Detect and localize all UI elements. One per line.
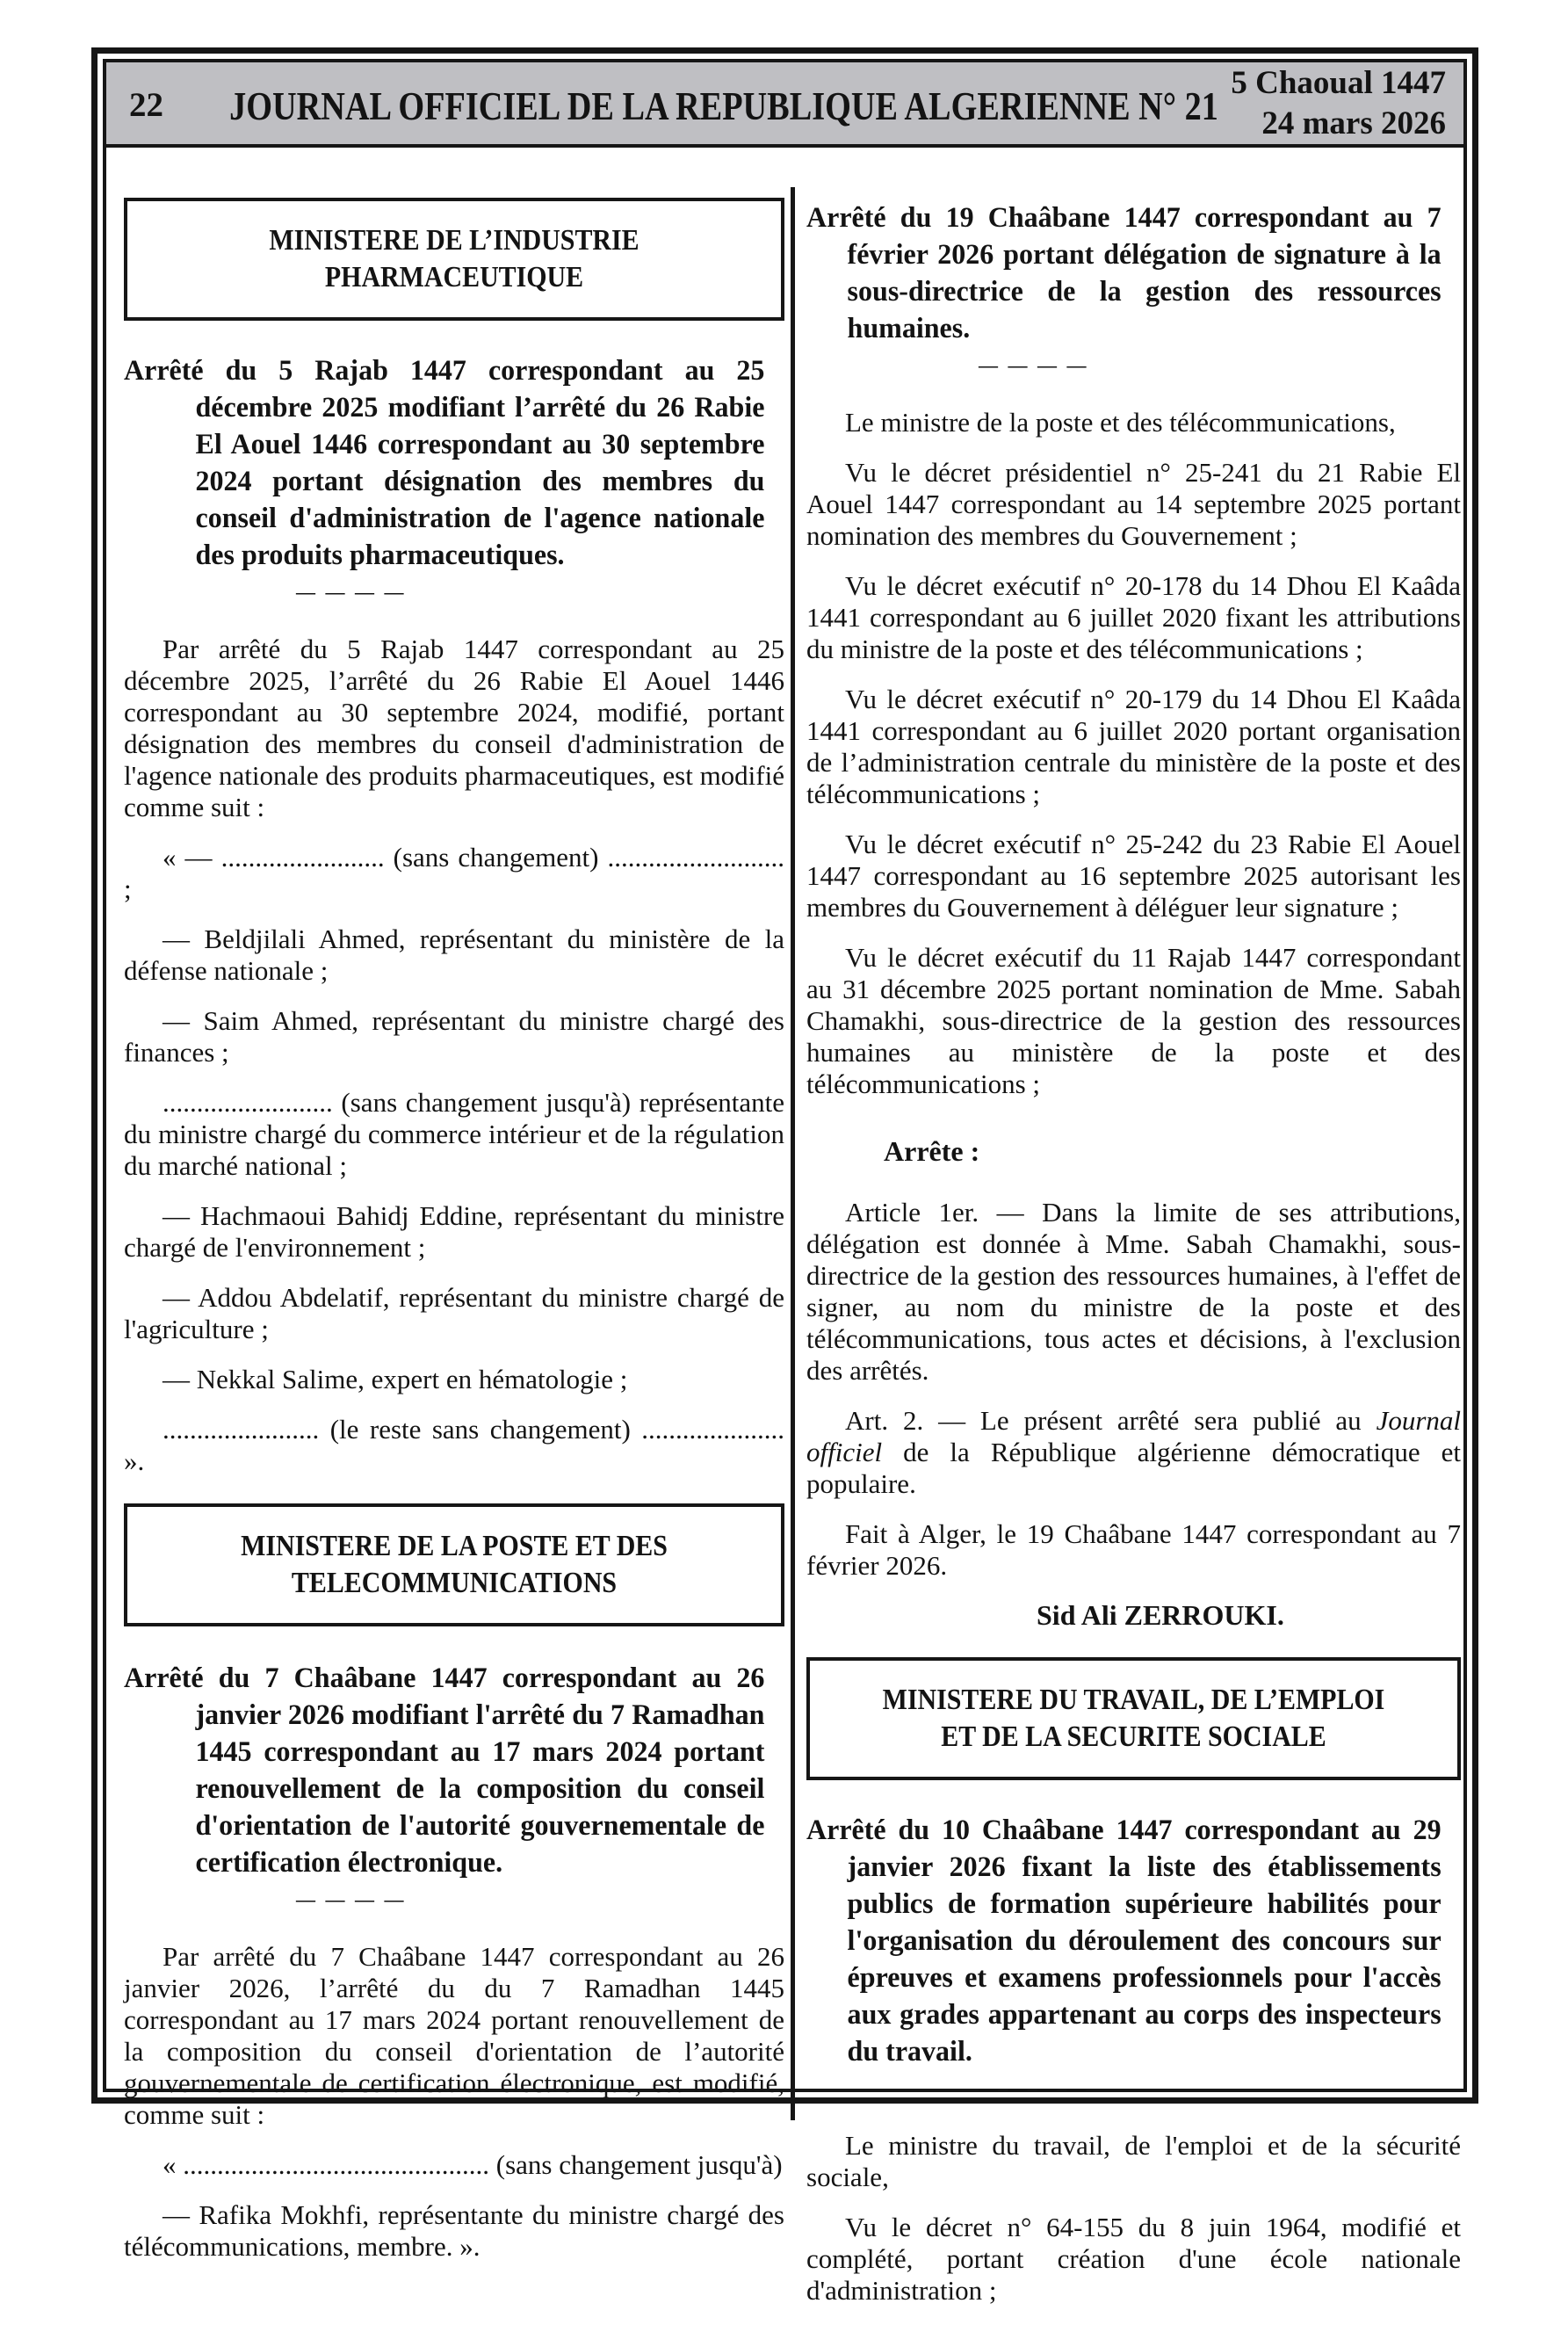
paragraph-ministre-travail: Le ministre du travail, de l'emploi et de la sécurité sociale, [806,2130,1461,2192]
journal-officiel-italic: Journal officiel [806,1405,1461,1467]
page-header [106,62,1463,148]
dash-separator: — — — — [979,354,1089,376]
page-frame [103,59,1467,2306]
arrete-heading-pharma: Arrêté du 5 Rajab 1447 correspondant au 25 décembre 2025 modifiant l’arrêté du 26 Rabie El Aouel 1446 correspondant au 30 septembre 2024 portant désignation des membres du conseil d'administration de l'agence nationale des produits pharmaceutiques. [124,355,765,571]
article-1: Article 1er. — Dans la limite de ses attributions, délégation est donnée à Mme. Sabah Chamakhi, sous-directrice de la gestion des ressources humaines, à l'effet de signer, au nom du ministre de la poste et des télécommunications, tous actes et décisions, à l'exclusion des arrêtés. [806,1197,1461,1386]
date-hijri: 5 Chaoual 1447 [1231,65,1446,101]
dash-separator: — — — — [979,2077,1089,2099]
left-column [124,192,784,2281]
dash-separator: — — — — [296,1888,407,1910]
member-item: — Addou Abdelatif, représentant du ministre chargé de l'agriculture ; [124,1282,784,1344]
vu-paragraph: Vu le décret n° 64-155 du 8 juin 1964, modifié et complété, portant création d'une école nationale d'administration ; [806,2212,1461,2306]
column-divider [791,187,795,2120]
vu-paragraph: Vu le décret exécutif n° 25-242 du 23 Rabie El Aouel 1447 correspondant au 16 septembre 2025 autorisant les membres du Gouvernement à déléguer leur signature ; [806,829,1461,923]
article-2 [806,1405,1461,1500]
paragraph-par-arrete-certification: Par arrêté du 7 Chaâbane 1447 correspondant au 26 janvier 2026, l’arrêté du du 7 Ramadhan 1445 correspondant au 17 mars 2024 portant renouvellement de la composition du conseil d'orientation de l’autorité gouvernementale de certification électronique, est modifié, comme suit : [124,1941,784,2130]
date-gregorian: 24 mars 2026 [1261,105,1446,141]
arrete-heading-inspecteurs: Arrêté du 10 Chaâbane 1447 correspondant au 29 janvier 2026 fixant la liste des établissements publics de formation supérieure habilités pour l'organisation du déroulement des concours sur épreuves et examens professionnels pour l'accès aux grades appartenant au corps des inspecteurs du travail. [806,1814,1442,2068]
paragraph-par-arrete-pharma: Par arrêté du 5 Rajab 1447 correspondant au 25 décembre 2025, l’arrêté du 26 Rabie El Aouel 1446 correspondant au 30 septembre 2024, modifié, portant désignation des membres du conseil d'administration de l'agence nationale des produits pharmaceutiques, est modifié comme suit : [124,634,784,822]
vu-paragraph: Vu le décret exécutif n° 20-178 du 14 Dhou El Kaâda 1441 correspondant au 6 juillet 2020 fixant les attributions du ministre de la poste et des télécommunications ; [806,570,1461,664]
arrete-label: Arrête : [884,1135,980,1167]
article-2-text: Art. 2. — Le présent arrêté sera publié au [845,1405,1377,1436]
member-item: — Beldjilali Ahmed, représentant du ministère de la défense nationale ; [124,923,784,986]
ministry-box-travail-emploi [806,1657,1461,1780]
ministry-box-line: MINISTERE DE L’INDUSTRIE [269,224,639,257]
ministry-box-poste-telecommunications [124,1503,784,1626]
member-item: ....................... (le reste sans changement) ..................... ». [124,1414,784,1476]
paragraph-sans-changement: « ............................................. (sans changement jusqu'à) [163,2149,783,2180]
ministry-box-line: MINISTERE DE LA POSTE ET DES [241,1530,668,1562]
vu-paragraph: Vu le décret exécutif du 11 Rajab 1447 correspondant au 31 décembre 2025 portant nomination de Mme. Sabah Chamakhi, sous-directrice de la gestion des ressources humaines au ministère de la poste et des télécommunications ; [806,942,1461,1099]
article-2-text: de la République algérienne démocratique et populaire. [806,1437,1461,1499]
ministry-box-industrie-pharmaceutique [124,198,784,321]
ministry-box-title [171,222,737,296]
journal-title: JOURNAL OFFICIEL DE LA REPUBLIQUE ALGERIENNE N° 21 [229,84,1218,128]
dash-separator: — — — — [296,581,407,603]
ministry-box-line: MINISTERE DU TRAVAIL, DE L’EMPLOI [882,1684,1385,1716]
right-column [806,192,1461,2325]
member-item: ......................... (sans changement jusqu'à) représentante du ministre chargé du commerce intérieur et de la régulation du marché national ; [124,1087,784,1181]
ministry-box-title [854,1682,1414,1756]
member-item: — Nekkal Salime, expert en hématologie ; [163,1364,628,1394]
ministry-box-title [171,1528,737,1602]
member-item: — Rafika Mokhfi, représentante du ministre chargé des télécommunications, membre. ». [124,2199,784,2262]
ministry-box-line: ET DE LA SECURITE SOCIALE [941,1720,1326,1753]
page-number: 22 [129,86,163,124]
ministry-box-line: TELECOMMUNICATIONS [291,1567,618,1599]
arrete-heading-delegation: Arrêté du 19 Chaâbane 1447 correspondant au 7 février 2026 portant délégation de signature à la sous-directrice de la gestion des ressources humaines. [806,202,1442,344]
member-item: « — ........................ (sans changement) .......................... ; [124,842,784,904]
paragraph-ministre-poste: Le ministre de la poste et des télécommunications, [845,407,1396,438]
ministry-box-line: PHARMACEUTIQUE [324,261,584,293]
header-dates [1231,63,1446,144]
signature: Sid Ali ZERROUKI. [1037,1599,1284,1631]
arrete-heading-certification: Arrêté du 7 Chaâbane 1447 correspondant au 26 janvier 2026 modifiant l'arrêté du 7 Ramadhan 1445 correspondant au 17 mars 2024 portant renouvellement de la composition du conseil d'orientation de l'autorité gouvernementale de certification électronique. [124,1662,765,1879]
fait-line: Fait à Alger, le 19 Chaâbane 1447 correspondant au 7 février 2026. [806,1518,1461,1581]
vu-paragraph: Vu le décret présidentiel n° 25-241 du 21 Rabie El Aouel 1447 correspondant au 14 septembre 2025 portant nomination des membres du Gouvernement ; [806,457,1461,551]
vu-paragraph: Vu le décret exécutif n° 20-179 du 14 Dhou El Kaâda 1441 correspondant au 6 juillet 2020 portant organisation de l’administration centrale du ministère de la poste et des télécommunications ; [806,684,1461,809]
member-item: — Hachmaoui Bahidj Eddine, représentant du ministre chargé de l'environnement ; [124,1200,784,1263]
member-item: — Saim Ahmed, représentant du ministre chargé des finances ; [124,1005,784,1068]
